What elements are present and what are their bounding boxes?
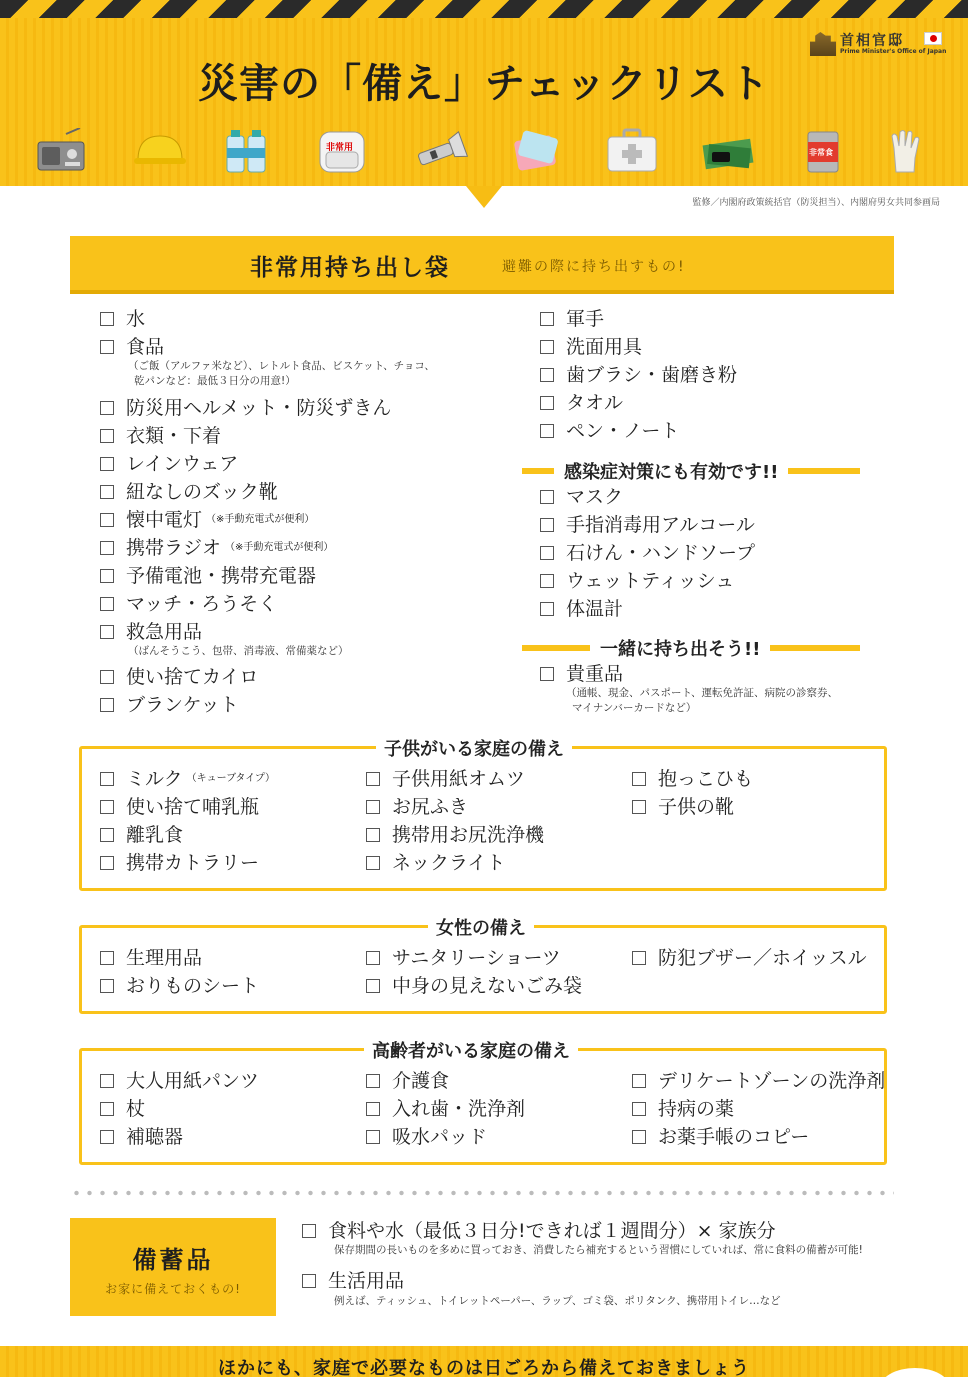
note-line: （ばんそうこう、包帯、消毒液、常備薬など） [128, 645, 349, 657]
checklist-item[interactable] [302, 1270, 404, 1292]
item-label: タオル [566, 392, 624, 414]
heading-bar [770, 645, 860, 651]
item-label: 吸水パッド [392, 1126, 488, 1148]
checklist-item[interactable] [100, 975, 259, 997]
checkbox[interactable] [540, 368, 554, 382]
item-label: 救急用品 [126, 621, 203, 643]
checklist-item[interactable] [100, 796, 259, 818]
header [0, 0, 968, 186]
item-label: 携帯用お尻洗浄機 [392, 824, 545, 846]
checklist-item[interactable] [540, 308, 604, 330]
checkbox[interactable] [366, 979, 380, 993]
checkbox[interactable] [540, 312, 554, 326]
item-label: 生活用品 [328, 1270, 405, 1292]
checklist-item[interactable] [100, 1126, 183, 1148]
section-title: 感染症対策にも有効です!! [564, 462, 779, 483]
checkbox[interactable] [540, 518, 554, 532]
checkbox[interactable] [100, 828, 114, 842]
gloves-icon [886, 128, 926, 174]
checkbox[interactable] [632, 1074, 646, 1088]
item-label: 大人用紙パンツ [126, 1070, 260, 1092]
checkbox[interactable] [100, 979, 114, 993]
item-label: 子供用紙オムツ [392, 768, 526, 790]
checklist-item[interactable] [100, 694, 239, 716]
item-label: 貴重品 [566, 663, 624, 685]
checkbox[interactable] [632, 800, 646, 814]
checklist-item[interactable] [632, 1098, 734, 1120]
checklist-item[interactable] [100, 852, 259, 874]
checkbox[interactable] [366, 800, 380, 814]
checkbox[interactable] [100, 772, 114, 786]
checklist-item[interactable] [366, 852, 505, 874]
item-note: 例えば、ティッシュ、トイレットペーパー、ラップ、ゴミ袋、ポリタンク、携帯用トイレ…など [334, 1295, 781, 1307]
note-line: （通帳、現金、パスポート、運転免許証、病院の診察券、 [566, 687, 839, 699]
water-bottles-icon [224, 128, 268, 174]
checklist-item[interactable] [540, 542, 755, 564]
item-label: 歯ブラシ・歯磨き粉 [566, 364, 738, 386]
checkbox[interactable] [540, 546, 554, 560]
checkbox[interactable] [100, 312, 114, 326]
item-label: デリケートゾーンの洗浄剤 [658, 1070, 886, 1092]
heading-bar [522, 468, 554, 474]
item-label: 衣類・下着 [126, 425, 222, 447]
item-label: 紐なしのズック靴 [126, 481, 278, 503]
item-note [128, 359, 435, 389]
checklist-item[interactable] [366, 796, 468, 818]
checkbox[interactable] [366, 951, 380, 965]
header-pointer [466, 186, 502, 208]
radio-icon [36, 128, 86, 174]
checkbox[interactable] [632, 772, 646, 786]
item-label: 杖 [126, 1098, 146, 1120]
item-label: 防犯ブザー／ホイッスル [658, 947, 867, 969]
checklist-item[interactable] [366, 1098, 525, 1120]
checklist-item[interactable] [540, 570, 734, 592]
checklist-item[interactable] [366, 975, 582, 997]
logo-text-en: Prime Minister's Office of Japan [840, 48, 947, 55]
checklist-item[interactable] [540, 486, 623, 508]
item-label: ミルク [126, 768, 183, 790]
checkbox[interactable] [100, 625, 114, 639]
checkbox[interactable] [100, 597, 114, 611]
item-small-note: （キューブタイプ） [186, 773, 276, 784]
item-label: 使い捨てカイロ [126, 666, 259, 688]
item-label: 介護食 [392, 1070, 450, 1092]
item-label: 食品 [126, 336, 165, 358]
item-label: 使い捨て哺乳瓶 [126, 796, 260, 818]
checklist-item[interactable] [100, 565, 316, 587]
checklist-item[interactable] [100, 1070, 259, 1092]
emergency-bag-icon [316, 128, 368, 174]
checklist-item[interactable] [100, 666, 258, 688]
checklist-item[interactable] [540, 392, 623, 414]
checkbox[interactable] [366, 1130, 380, 1144]
checkbox[interactable] [366, 856, 380, 870]
checkbox[interactable] [632, 951, 646, 965]
item-label: ブランケット [126, 694, 239, 716]
first-aid-kit-icon [606, 128, 658, 174]
checklist-item[interactable] [100, 593, 277, 615]
checklist-item[interactable] [100, 621, 202, 643]
checklist-item[interactable] [540, 598, 623, 620]
item-label: 軍手 [566, 308, 605, 330]
children-box-title: 子供がいる家庭の備え [376, 735, 572, 761]
checkbox[interactable] [366, 1074, 380, 1088]
item-label: お薬手帳のコピー [658, 1126, 810, 1148]
item-label: 防災用ヘルメット・防災ずきん [126, 397, 392, 419]
note-line: マイナンバーカードなど） [572, 702, 697, 714]
cash-card-icon [700, 128, 756, 174]
logo-text-jp: 首相官邸 [840, 33, 904, 49]
item-note: 保存期間の長いものを多めに買っておき、消費したら補充するという習慣にしていれば、常に食料の備蓄が可能! [334, 1244, 863, 1256]
checkbox[interactable] [540, 340, 554, 354]
item-label: 携帯ラジオ [126, 537, 222, 559]
checkbox[interactable] [100, 485, 114, 499]
checklist-item[interactable] [100, 453, 238, 475]
carry-out-title: 非常用持ち出し袋 [250, 255, 450, 281]
carry-out-banner [70, 236, 894, 290]
infection-section-heading [522, 458, 860, 484]
item-label: お尻ふき [392, 796, 469, 818]
checkbox[interactable] [100, 1074, 114, 1088]
checklist-item[interactable] [540, 364, 737, 386]
item-label: 持病の薬 [658, 1098, 735, 1120]
footer-banner [0, 1346, 968, 1377]
can-label: 非常食 [809, 148, 833, 157]
item-small-note: （※手動充電式が便利） [206, 514, 315, 525]
checkbox[interactable] [100, 856, 114, 870]
checklist-item[interactable] [632, 947, 867, 969]
checkbox[interactable] [366, 772, 380, 786]
checkbox[interactable] [632, 1130, 646, 1144]
towel-icon [512, 128, 562, 174]
checklist-item[interactable] [100, 824, 183, 846]
item-label: ウェットティッシュ [566, 570, 735, 592]
section-title: 一緒に持ち出そう!! [600, 639, 761, 660]
checklist-item[interactable] [366, 1126, 487, 1148]
item-label: 抱っこひも [658, 768, 754, 790]
japan-flag-icon [924, 32, 942, 45]
item-label: 携帯カトラリー [126, 852, 260, 874]
checkbox[interactable] [540, 602, 554, 616]
bag-label: 非常用 [326, 143, 354, 153]
checkbox[interactable] [100, 951, 114, 965]
item-label: 水 [126, 308, 146, 330]
item-label: 食料や水（最低３日分!できれば１週間分）× 家族分 [328, 1220, 776, 1242]
stockpile-panel [70, 1218, 276, 1316]
item-label: おりものシート [126, 975, 260, 997]
item-label: 体温計 [566, 598, 624, 620]
checklist-item[interactable] [100, 481, 278, 503]
item-label: マスク [566, 486, 624, 508]
item-label: 洗面用具 [566, 336, 643, 358]
checklist-item[interactable] [540, 514, 755, 536]
checklist-item[interactable] [366, 947, 561, 969]
helmet-icon [132, 128, 188, 174]
checklist-item[interactable] [100, 336, 164, 358]
checklist-item[interactable] [100, 308, 145, 330]
flashlight-icon [414, 128, 468, 174]
heading-bar [788, 468, 860, 474]
elderly-box-title: 高齢者がいる家庭の備え [364, 1037, 578, 1063]
item-label: ペン・ノート [566, 420, 680, 442]
checkbox[interactable] [100, 340, 114, 354]
checklist-item[interactable] [100, 397, 391, 419]
checklist-item[interactable] [366, 1070, 449, 1092]
women-box-title: 女性の備え [428, 914, 534, 940]
note-line: （ご飯（アルファ米など）、レトルト食品、ビスケット、チョコ、 [128, 360, 435, 372]
canned-food-icon [806, 128, 840, 174]
checkbox[interactable] [540, 574, 554, 588]
item-label: 補聴器 [126, 1126, 184, 1148]
item-label: 生理用品 [126, 947, 203, 969]
checkbox[interactable] [100, 457, 114, 471]
checkbox[interactable] [100, 513, 114, 527]
checkbox[interactable] [100, 698, 114, 712]
item-label: 入れ歯・洗浄剤 [392, 1098, 526, 1120]
item-label: サニタリーショーツ [392, 947, 561, 969]
item-label: ネックライト [392, 852, 506, 874]
note-line: 乾パンなど：最低３日分の用意!） [134, 375, 296, 387]
dotted-divider [70, 1190, 894, 1196]
item-label: 離乳食 [126, 824, 184, 846]
checkbox[interactable] [366, 828, 380, 842]
stockpile-subtitle: お家に備えておくもの! [105, 1282, 241, 1296]
checkbox[interactable] [632, 1102, 646, 1116]
item-label: 手指消毒用アルコール [566, 514, 755, 536]
icon-row [36, 128, 936, 176]
checkbox[interactable] [100, 800, 114, 814]
checkbox[interactable] [100, 541, 114, 555]
checkbox[interactable] [100, 1130, 114, 1144]
checklist-item[interactable] [100, 947, 202, 969]
checklist-item[interactable] [100, 1098, 145, 1120]
checklist-item[interactable] [366, 824, 544, 846]
checklist-item[interactable] [632, 768, 753, 790]
stockpile-title: 備蓄品 [132, 1246, 214, 1274]
checklist-item[interactable] [632, 1126, 809, 1148]
page-title: 災害の「備え」チェックリスト [198, 61, 770, 107]
checkbox[interactable] [302, 1224, 316, 1238]
item-label: 中身の見えないごみ袋 [392, 975, 583, 997]
carry-out-subtitle: 避難の際に持ち出すもの! [502, 259, 686, 275]
checkbox[interactable] [100, 569, 114, 583]
checklist-item[interactable] [632, 796, 734, 818]
checklist-item[interactable] [100, 509, 314, 531]
item-small-note: （※手動充電式が便利） [225, 542, 334, 553]
item-note [566, 686, 838, 716]
checkbox[interactable] [540, 667, 554, 681]
checkbox[interactable] [100, 429, 114, 443]
item-label: マッチ・ろうそく [126, 593, 278, 615]
checklist-item[interactable] [540, 420, 679, 442]
checklist-item[interactable] [540, 663, 623, 685]
checkbox[interactable] [540, 396, 554, 410]
hazard-stripe [0, 0, 968, 18]
checkbox[interactable] [100, 401, 114, 415]
together-section-heading [522, 635, 860, 661]
item-label: 懐中電灯 [126, 509, 203, 531]
checkbox[interactable] [540, 424, 554, 438]
checkbox[interactable] [540, 490, 554, 504]
checklist-item[interactable] [366, 768, 525, 790]
checklist-item[interactable] [632, 1070, 885, 1092]
checklist-item[interactable] [100, 425, 221, 447]
item-label: 石けん・ハンドソープ [566, 542, 756, 564]
checklist-item[interactable] [302, 1220, 776, 1242]
checkbox[interactable] [100, 1102, 114, 1116]
item-note [128, 644, 349, 659]
checklist-item[interactable] [540, 336, 642, 358]
footer-text: ほかにも、家庭で必要なものは日ごろから備えておきましょう [218, 1358, 750, 1377]
item-label: 子供の靴 [658, 796, 735, 818]
item-label: レインウェア [126, 453, 239, 475]
item-label: 予備電池・携帯充電器 [126, 565, 317, 587]
checklist-item[interactable] [100, 768, 275, 790]
checkbox[interactable] [100, 670, 114, 684]
checkbox[interactable] [366, 1102, 380, 1116]
heading-bar [522, 645, 590, 651]
checkbox[interactable] [302, 1274, 316, 1288]
supervision-credit: 監修／内閣府政策統括官（防災担当）、内閣府男女共同参画局 [692, 198, 940, 208]
checklist-item[interactable] [100, 537, 333, 559]
